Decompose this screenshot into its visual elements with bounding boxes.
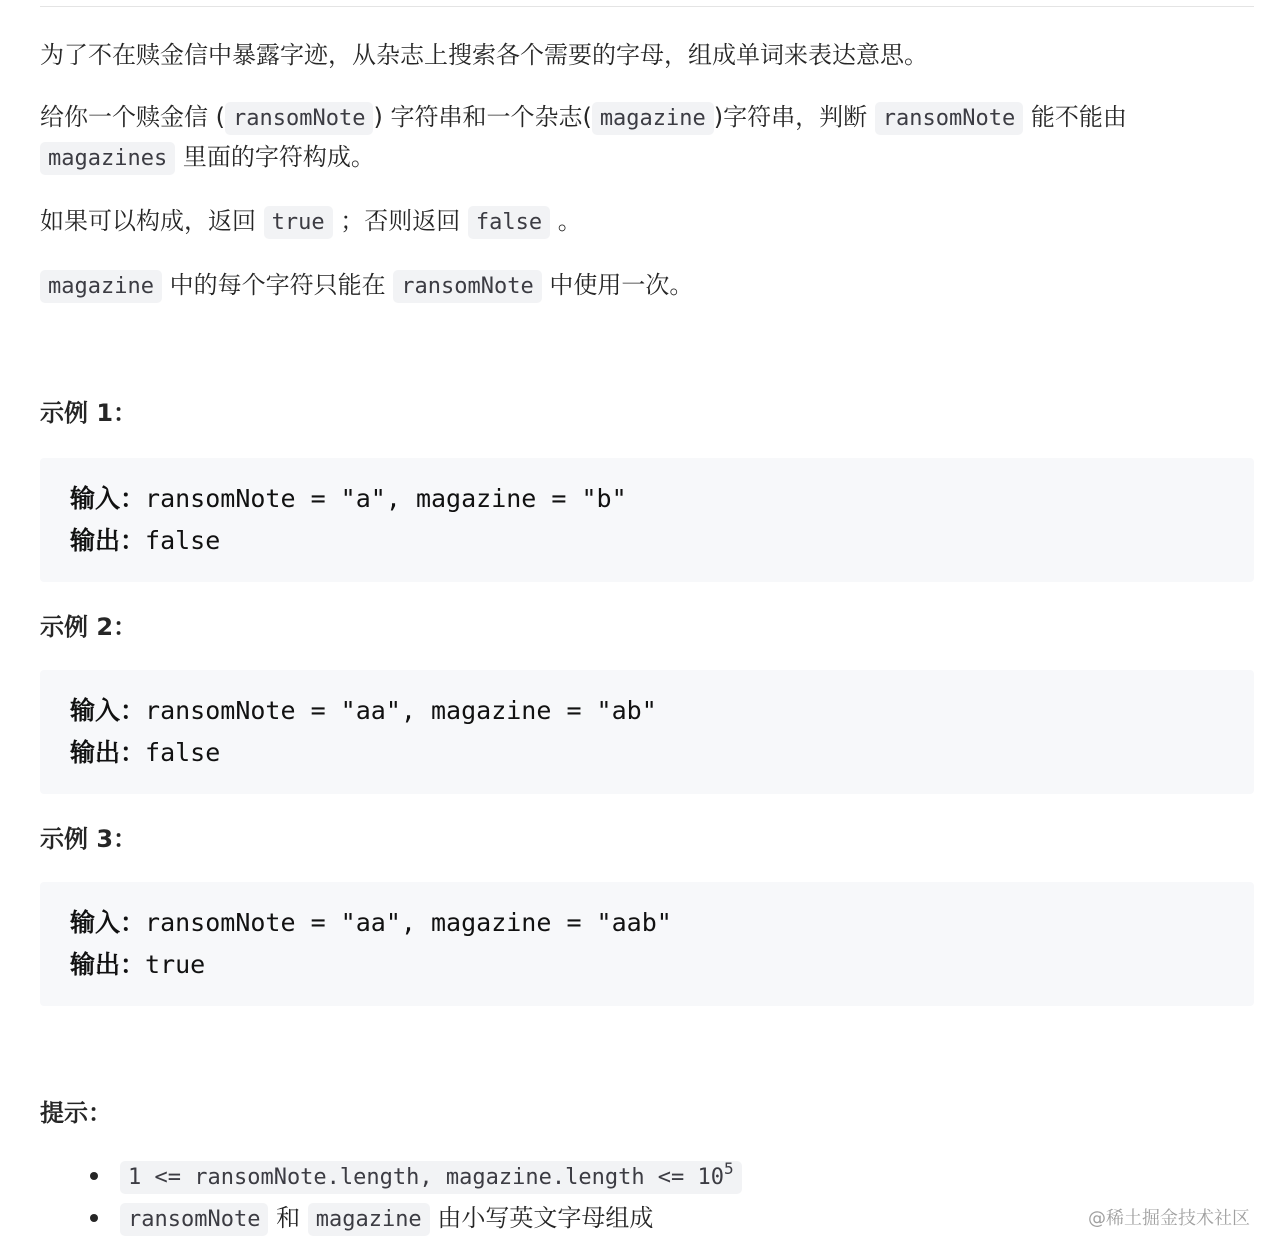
example-1-code-block <box>40 458 1254 582</box>
input-value: ransomNote = "a", magazine = "b" <box>145 484 627 513</box>
output-label: 输出： <box>70 950 146 979</box>
intro-paragraph-2 <box>40 98 1254 178</box>
text: 。 <box>550 207 582 235</box>
intro-paragraph-3 <box>40 202 582 242</box>
text: 由小写英文字母组成 <box>429 1204 654 1232</box>
inline-code: true <box>264 206 333 239</box>
hint-item <box>40 1156 742 1198</box>
example-1-title: 示例 1： <box>40 399 138 427</box>
constraint-text: 1 <= ransomNote.length, magazine.length <= 10 <box>128 1165 725 1190</box>
text: )字符串，判断 <box>713 103 875 131</box>
text: 如果可以构成，返回 <box>40 207 264 235</box>
hints-list <box>40 1156 742 1240</box>
inline-code: false <box>468 206 550 239</box>
inline-code: magazine <box>308 1203 430 1236</box>
inline-code: ransomNote <box>120 1203 268 1236</box>
input-label: 输入： <box>70 908 146 937</box>
input-value: ransomNote = "aa", magazine = "aab" <box>145 908 672 937</box>
intro-paragraph-1: 为了不在赎金信中暴露字迹，从杂志上搜索各个需要的字母，组成单词来表达意思。 <box>40 41 928 69</box>
inline-code: ransomNote <box>393 270 541 303</box>
input-label: 输入： <box>70 696 146 725</box>
example-3-input-line <box>70 902 1224 944</box>
example-3-code-block <box>40 882 1254 1006</box>
text: 中使用一次。 <box>541 271 694 299</box>
output-label: 输出： <box>70 738 146 767</box>
text: ；否则返回 <box>332 207 468 235</box>
text: ) 字符串和一个杂志( <box>373 103 592 131</box>
example-3-title: 示例 3： <box>40 825 138 853</box>
output-label: 输出： <box>70 526 146 555</box>
constraint-code <box>120 1161 742 1194</box>
hint-item <box>40 1198 742 1240</box>
output-value: false <box>145 738 221 767</box>
inline-code: ransomNote <box>875 102 1023 135</box>
output-value: false <box>145 526 221 555</box>
text: 和 <box>268 1204 308 1232</box>
bullet-icon <box>90 1172 98 1180</box>
example-2-input-line <box>70 690 1224 732</box>
inline-code: ransomNote <box>225 102 373 135</box>
text: 中的每个字符只能在 <box>161 271 394 299</box>
example-3-output-line <box>70 944 1224 986</box>
hints-title: 提示： <box>40 1099 112 1127</box>
example-1-input-line <box>70 478 1224 520</box>
inline-code: magazines <box>40 142 175 175</box>
input-value: ransomNote = "aa", magazine = "ab" <box>145 696 657 725</box>
output-value: true <box>145 950 206 979</box>
example-2-code-block <box>40 670 1254 794</box>
top-divider <box>40 6 1254 7</box>
example-2-title: 示例 2： <box>40 613 138 641</box>
example-2-output-line <box>70 732 1224 774</box>
inline-code: magazine <box>40 270 162 303</box>
text: 能不能由 <box>1023 103 1127 131</box>
text: 给你一个赎金信 ( <box>40 103 225 131</box>
inline-code: magazine <box>592 102 714 135</box>
intro-paragraph-4 <box>40 266 693 306</box>
example-1-output-line <box>70 520 1224 562</box>
bullet-icon <box>90 1214 98 1222</box>
text: 里面的字符构成。 <box>175 143 375 171</box>
watermark-text: @稀土掘金技术社区 <box>1088 1208 1250 1229</box>
input-label: 输入： <box>70 484 146 513</box>
exponent: 5 <box>724 1159 734 1178</box>
